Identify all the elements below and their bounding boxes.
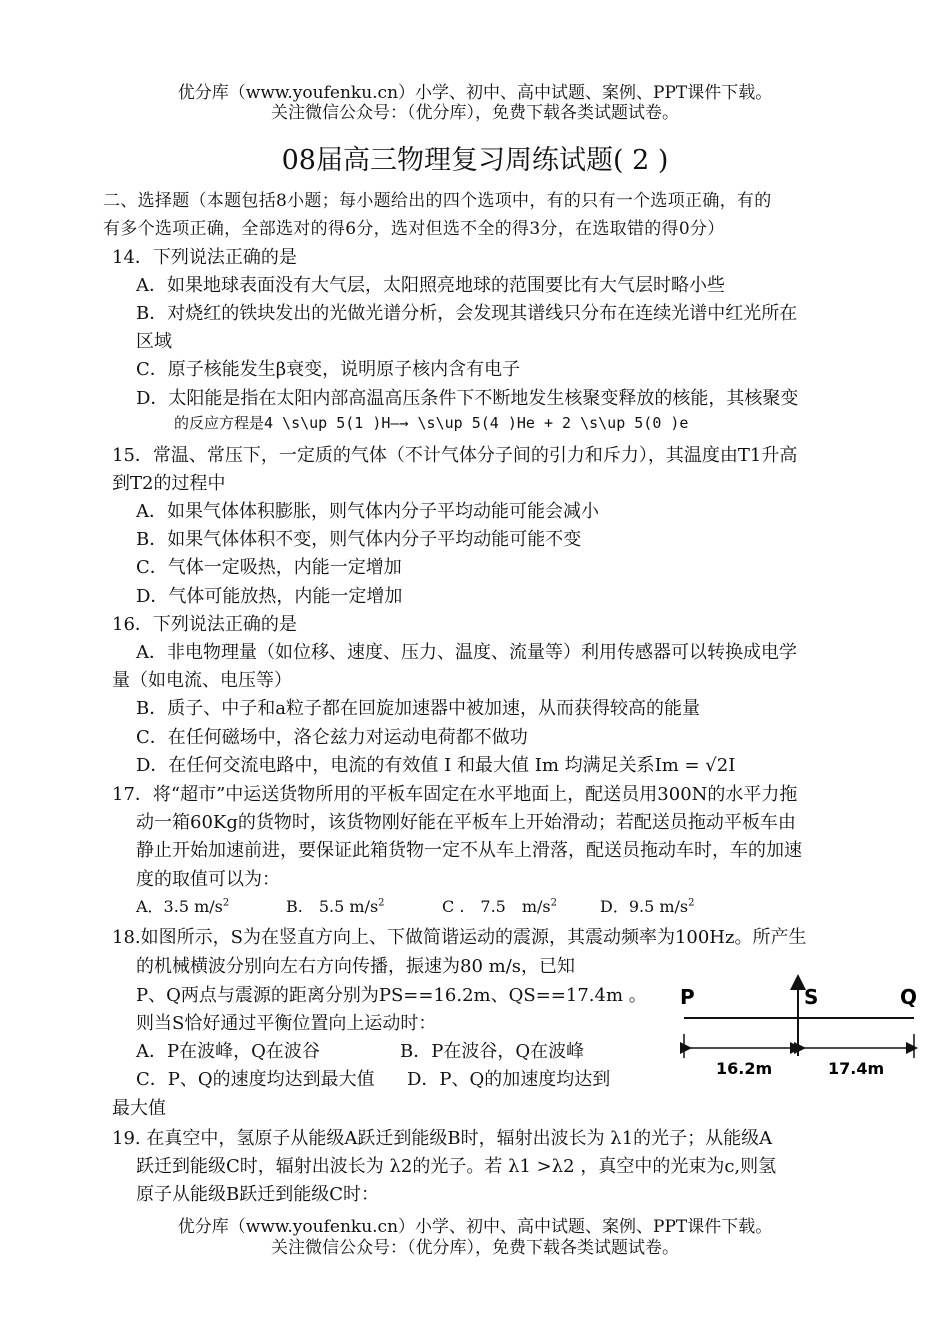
q15-stem: 15．常温、常压下，一定质的气体（不计气体分子间的引力和斥力），其温度由T1升高 bbox=[112, 445, 798, 466]
q16-option-a: A．非电物理量（如位移、速度、压力、温度、流量等）利用传感器可以转换成电学 bbox=[136, 642, 797, 663]
q16-stem: 16．下列说法正确的是 bbox=[112, 614, 297, 635]
page-title: 08届高三物理复习周练试题( 2 ) bbox=[281, 145, 669, 176]
q19-stem-line-2: 跃迁到能级C时，辐射出波长为 λ2的光子。若 λ1 >λ2 ，真空中的光束为c,则氢 bbox=[136, 1156, 777, 1177]
q18-stem-line-3: P、Q两点与震源的距离分别为PS==16.2m、QS==17.4m 。 bbox=[136, 985, 647, 1006]
q18-option-c: C．P、Q的速度均达到最大值 bbox=[136, 1069, 375, 1090]
footer-line-1: 优分库（www.youfenku.cn）小学、初中、高中试题、案例、PPT课件下载。 bbox=[177, 1217, 773, 1237]
wave-diagram bbox=[678, 968, 918, 1088]
q16-option-a-cont: 量（如电流、电压等） bbox=[112, 670, 292, 691]
q15-option-c: C．气体一定吸热，内能一定增加 bbox=[136, 557, 402, 578]
q19-stem-line-3: 原子从能级B跃迁到能级C时： bbox=[136, 1184, 379, 1205]
q17-option-c: C . 7.5 $m/s^2$ bbox=[442, 897, 558, 916]
q16-option-b: B．质子、中子和a粒子都在回旋加速器中被加速，从而获得较高的能量 bbox=[136, 698, 700, 719]
section-instruction-line-1: 二、选择题（本题包括8小题；每小题给出的四个选项中，有的只有一个选项正确，有的 bbox=[103, 191, 772, 211]
q16-option-c: C．在任何磁场中，洛仑兹力对运动电荷都不做功 bbox=[136, 727, 528, 748]
q14-option-a: A．如果地球表面没有大气层，太阳照亮地球的范围要比有大气层时略小些 bbox=[136, 275, 725, 296]
q14-option-d: D．太阳能是指在太阳内部高温高压条件下不断地发生核聚变释放的核能，其核聚变 bbox=[136, 388, 799, 409]
header-line-1: 优分库（www.youfenku.cn）小学、初中、高中试题、案例、PPT课件下载。 bbox=[177, 83, 773, 103]
q19-stem: 19. 在真空中，氢原子从能级A跃迁到能级B时，辐射出波长为 λ1的光子；从能级A bbox=[112, 1128, 773, 1149]
q18-option-d-cont: 最大值 bbox=[112, 1098, 166, 1119]
q18-stem: 18.如图所示，S为在竖直方向上、下做简谐运动的震源，其震动频率为100Hz。所产生 bbox=[112, 927, 807, 948]
q14-option-c: C．原子核能发生β衰变，说明原子核内含有电子 bbox=[136, 359, 521, 380]
q17-option-b: B. 5.5 $m/s^2$ bbox=[286, 897, 385, 916]
q14-option-d-equation: 的反应方程是4 \s\up 5(1 )H—→ \s\up 5(4 )He + 2 \s\up 5(0 )e bbox=[174, 414, 689, 432]
q18-option-a: A．P在波峰，Q在波谷 bbox=[136, 1041, 320, 1062]
q14-option-b-cont: 区域 bbox=[136, 331, 172, 352]
section-instruction-line-2: 有多个选项正确，全部选对的得6分，选对但选不全的得3分，在选取错的得0分） bbox=[103, 219, 725, 239]
point-p-label: P bbox=[680, 985, 695, 1009]
footer-line-2: 关注微信公众号：（优分库），免费下载各类试题试卷。 bbox=[271, 1238, 679, 1258]
q17-stem-line-2: 动一箱60Kg的货物时，该货物刚好能在平板车上开始滑动；若配送员拖动平板车由 bbox=[136, 812, 796, 833]
q17-stem-line-3: 静止开始加速前进，要保证此箱货物一定不从车上滑落，配送员拖动车时，车的加速 bbox=[136, 840, 802, 861]
q18-stem-line-4: 则当S恰好通过平衡位置向上运动时： bbox=[136, 1013, 437, 1034]
q17-option-d: D．9.5 $m/s^2$ bbox=[600, 897, 695, 916]
q17-stem-line-4: 度的取值可以为： bbox=[136, 869, 280, 890]
point-q-label: Q bbox=[900, 985, 918, 1009]
q18-stem-line-2: 的机械横波分别向左右方向传播，振速为80 m/s，已知 bbox=[136, 956, 575, 977]
point-s-label: S bbox=[804, 985, 819, 1009]
q15-stem-cont: 到T2的过程中 bbox=[112, 473, 226, 494]
q18-option-d: D．P、Q的加速度均达到 bbox=[407, 1069, 611, 1090]
q14-stem: 14．下列说法正确的是 bbox=[112, 247, 297, 268]
qs-distance-label: 17.4m bbox=[828, 1059, 885, 1078]
q17-stem: 17．将“超市”中运送货物所用的平板车固定在水平地面上，配送员用300N的水平力拖 bbox=[112, 784, 798, 805]
header-line-2: 关注微信公众号：（优分库），免费下载各类试题试卷。 bbox=[271, 103, 679, 123]
q15-option-a: A．如果气体体积膨胀，则气体内分子平均动能可能会减小 bbox=[136, 501, 599, 522]
ps-distance-label: 16.2m bbox=[716, 1059, 773, 1078]
q15-option-b: B．如果气体体积不变，则气体内分子平均动能可能不变 bbox=[136, 529, 582, 550]
q18-option-b: B．P在波谷，Q在波峰 bbox=[400, 1041, 585, 1062]
q17-option-a: A．3.5 $m/s^2$ bbox=[136, 897, 230, 916]
q16-option-d: D．在任何交流电路中，电流的有效值 I 和最大值 Im 均满足关系Im = √2I bbox=[136, 755, 736, 776]
q14-option-b: B．对烧红的铁块发出的光做光谱分析，会发现其谱线只分布在连续光谱中红光所在 bbox=[136, 303, 798, 324]
q15-option-d: D．气体可能放热，内能一定增加 bbox=[136, 586, 403, 607]
